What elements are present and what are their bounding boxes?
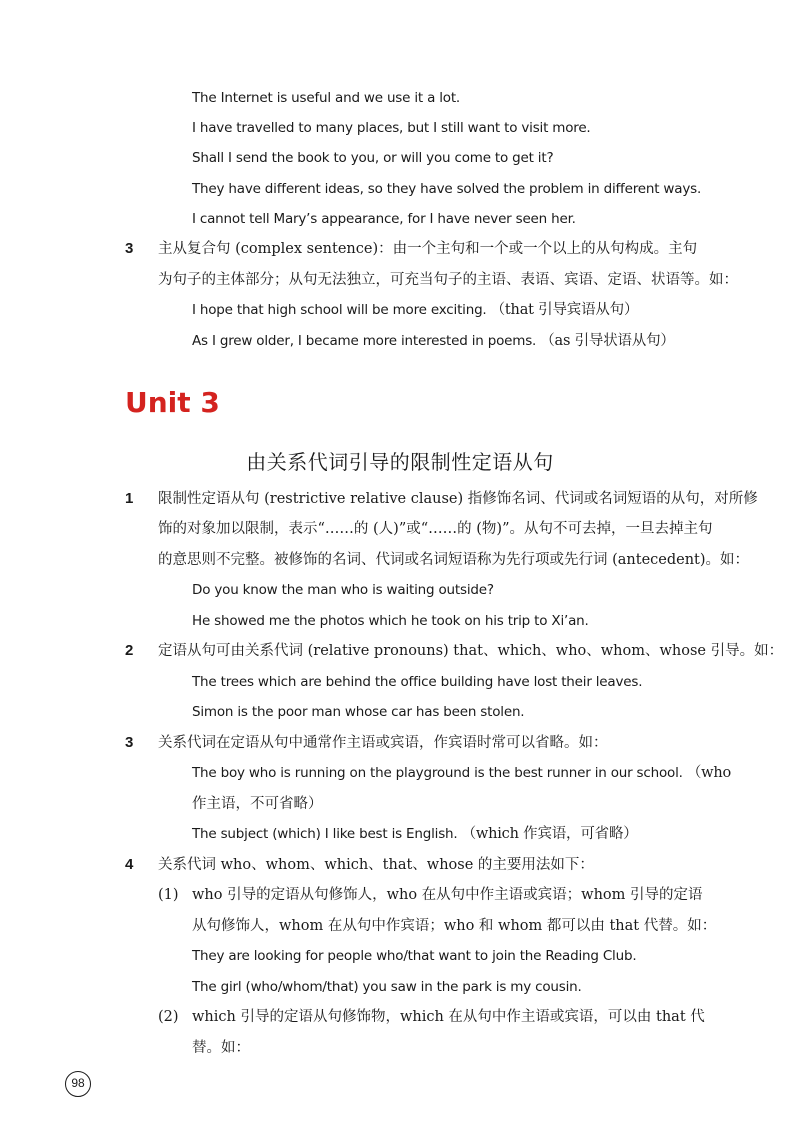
- example-sentence: I have travelled to many places, but I still want to visit more.: [192, 120, 591, 136]
- example-sentence: The trees which are behind the office building have lost their leaves.: [192, 674, 643, 690]
- example-sentence: The Internet is useful and we use it a lot.: [192, 90, 461, 106]
- point-number: 3: [125, 240, 134, 257]
- example-sentence: The subject (which) I like best is English. （which 作宾语，可省略）: [192, 826, 638, 842]
- example-sentence: He showed me the photos which he took on his trip to Xi’an.: [192, 613, 589, 629]
- example-sentence: Do you know the man who is waiting outside?: [192, 582, 494, 598]
- example-sentence: They are looking for people who/that want to join the Reading Club.: [192, 948, 637, 964]
- point-number: 3: [125, 734, 134, 751]
- explanation-line: 关系代词 who、whom、which、that、whose 的主要用法如下：: [158, 857, 594, 873]
- explanation-line: 关系代词在定语从句中通常作主语或宾语，作宾语时常可以省略。如：: [158, 735, 608, 751]
- example-sentence: Shall I send the book to you, or will you come to get it?: [192, 150, 554, 166]
- example-sentence: I cannot tell Mary’s appearance, for I have never seen her.: [192, 211, 576, 227]
- explanation-line: 替。如：: [192, 1040, 250, 1056]
- grammar-note: （who: [686, 765, 731, 781]
- grammar-note: （as 引导状语从句）: [540, 333, 675, 349]
- explanation-line: 的意思则不完整。被修饰的名词、代词或名词短语称为先行项或先行词 (antecedent)。如：: [158, 552, 750, 568]
- example-sentence: They have different ideas, so they have solved the problem in different ways.: [192, 181, 702, 197]
- explanation-line: which 引导的定语从句修饰物，which 在从句中作主语或宾语，可以由 that 代: [192, 1009, 705, 1025]
- explanation-line: 饰的对象加以限制，表示“……的 (人)”或“……的 (物)”。从句不可去掉，一旦去掉主句: [158, 521, 713, 537]
- grammar-note: （which 作宾语，可省略）: [461, 826, 638, 842]
- example-sentence: As I grew older, I became more interested in poems. （as 引导状语从句）: [192, 333, 675, 349]
- sub-point-label: (1): [158, 887, 179, 903]
- grammar-note-continued: 作主语，不可省略）: [192, 796, 323, 812]
- example-sentence: I hope that high school will be more exciting. （that 引导宾语从句）: [192, 302, 639, 318]
- point-number: 2: [125, 642, 134, 659]
- explanation-line: 限制性定语从句 (restrictive relative clause) 指修饰名词、代词或名词短语的从句，对所修: [158, 491, 758, 507]
- explanation-line: 定语从句可由关系代词 (relative pronouns) that、which、who、whom、whose 引导。如：: [158, 643, 784, 659]
- explanation-line: 从句修饰人，whom 在从句中作宾语；who 和 whom 都可以由 that 代替。如：: [192, 918, 717, 934]
- explanation-line: who 引导的定语从句修饰人，who 在从句中作主语或宾语；whom 引导的定语: [192, 887, 703, 903]
- section-heading: 由关系代词引导的限制性定语从句: [246, 450, 554, 474]
- explanation-line: 为句子的主体部分；从句无法独立，可充当句子的主语、表语、宾语、定语、状语等。如：: [158, 272, 738, 288]
- point-number: 1: [125, 490, 134, 507]
- example-sentence: Simon is the poor man whose car has been stolen.: [192, 704, 525, 720]
- sub-point-label: (2): [158, 1009, 179, 1025]
- grammar-note: （that 引导宾语从句）: [490, 302, 639, 318]
- unit-title: Unit 3: [125, 386, 220, 419]
- example-sentence: The girl (who/whom/that) you saw in the park is my cousin.: [192, 979, 582, 995]
- example-sentence: The boy who is running on the playground is the best runner in our school. （who: [192, 765, 731, 781]
- page-number: 98: [65, 1071, 91, 1097]
- point-number: 4: [125, 856, 134, 873]
- explanation-line: 主从复合句 (complex sentence)：由一个主句和一个或一个以上的从句构成。主句: [158, 241, 698, 257]
